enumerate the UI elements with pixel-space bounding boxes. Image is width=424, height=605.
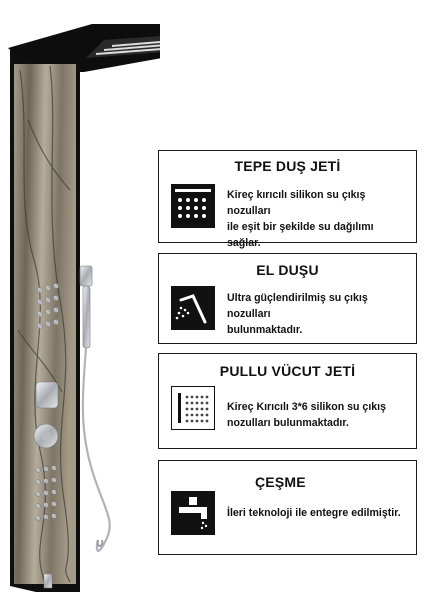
- feature-title: PULLU VÜCUT JETİ: [219, 363, 356, 379]
- description-line: ile eşit bir şekilde su dağılımı sağlar.: [227, 221, 374, 249]
- feature-card-hand-shower: [158, 253, 417, 344]
- feature-title: TEPE DUŞ JETİ: [234, 158, 341, 174]
- shower-panel-illustration: [0, 0, 160, 600]
- feature-title: EL DUŞU: [256, 262, 319, 278]
- hand-shower-icon: [171, 286, 215, 330]
- feature-card-faucet: [158, 460, 417, 555]
- feature-description: [227, 187, 410, 251]
- description-line: Kireç kırıcılı silikon su çıkış nozulları: [227, 189, 366, 217]
- rain-head-icon: [171, 184, 215, 228]
- faucet-icon: [171, 491, 215, 535]
- shower-panel-image: [0, 0, 160, 600]
- description-line: Kireç Kırıcılı 3*6 silikon su çıkış: [227, 401, 386, 413]
- feature-card-rain-head: [158, 150, 417, 249]
- feature-description: [227, 399, 410, 431]
- description-line: nozulları bulunmaktadır.: [227, 417, 349, 429]
- feature-card-body-jet: [158, 353, 417, 449]
- feature-description: [227, 505, 410, 521]
- feature-description: [227, 290, 410, 338]
- description-line: Ultra güçlendirilmiş su çıkış nozulları: [227, 292, 368, 320]
- body-jet-icon: [171, 386, 215, 430]
- feature-title: ÇEŞME: [255, 474, 306, 490]
- description-line: bulunmaktadır.: [227, 324, 303, 336]
- description-line: İleri teknoloji ile entegre edilmiştir.: [227, 507, 401, 519]
